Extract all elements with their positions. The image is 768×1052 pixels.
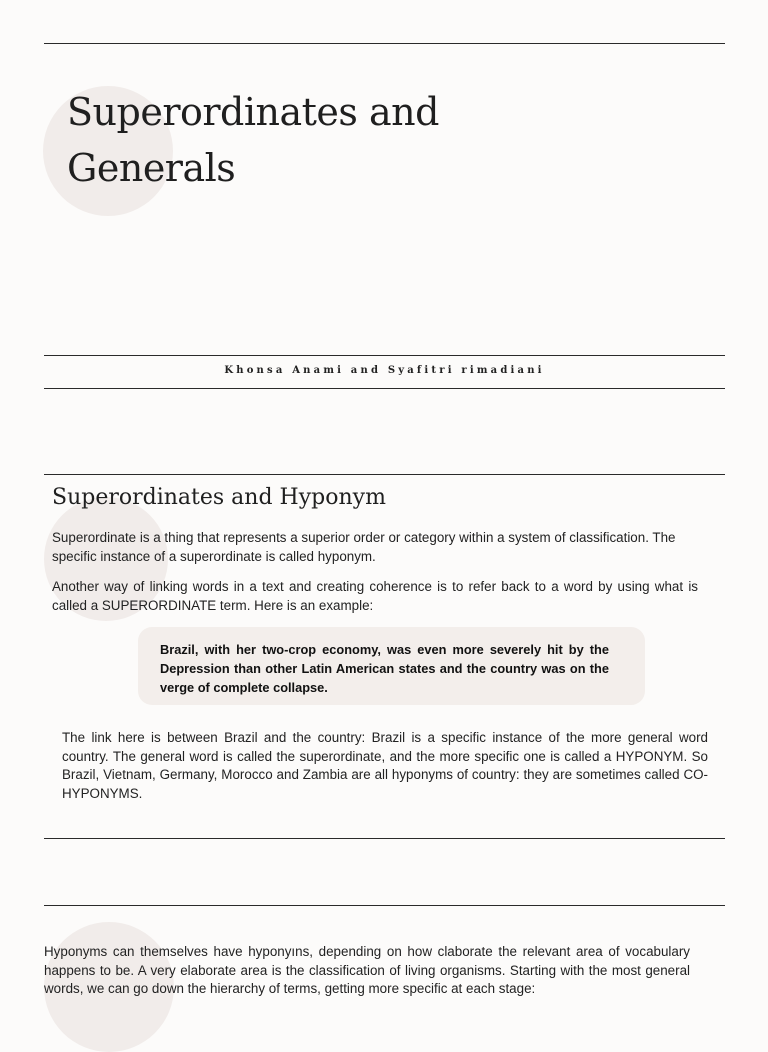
- page-title-line-1: Superordinates and: [67, 90, 439, 134]
- divider-section-bottom: [44, 838, 725, 839]
- example-quote-text: Brazil, with her two-crop economy, was even more severely hit by the Depression than other Latin American states and the country was on the verge of complete collapse.: [160, 642, 609, 695]
- divider-section2-top: [44, 905, 725, 906]
- intro-paragraph: Another way of linking words in a text and creating coherence is to refer back to a word by using what is called a SUPERORDINATE term. Here is an example:: [52, 579, 698, 613]
- hyponyms-paragraph: Hyponyms can themselves have hyponyıns, depending on how claborate the relevant area of vocabulary happens to be. A very elaborate area is the classification of living organisms. Starting with the most general words, we can go down the hierarchy of terms, getting more specific at each stage:: [44, 944, 690, 996]
- section-heading: Superordinates and Hyponym: [52, 485, 386, 510]
- divider-authors-bottom: [44, 388, 725, 389]
- page-title: [67, 84, 487, 196]
- divider-section-top: [44, 474, 725, 475]
- explanation-paragraph: The link here is between Brazil and the country: Brazil is a specific instance of the more general word country. The general word is called the superordinate, and the more specific one is called a HYPONYM. So Brazil, Vietnam, Germany, Morocco and Zambia are all hyponyms of country: they are sometimes called CO-HYPONYMS.: [62, 730, 708, 801]
- divider-top: [44, 43, 725, 44]
- page-title-line-2: Generals: [67, 146, 236, 190]
- divider-authors-top: [44, 355, 725, 356]
- author-line: Khonsa Anami and Syafitri rimadiani: [224, 365, 545, 376]
- definition-paragraph: Superordinate is a thing that represents a superior order or category within a system of classification. The specific instance of a superordinate is called hyponym.: [52, 530, 676, 564]
